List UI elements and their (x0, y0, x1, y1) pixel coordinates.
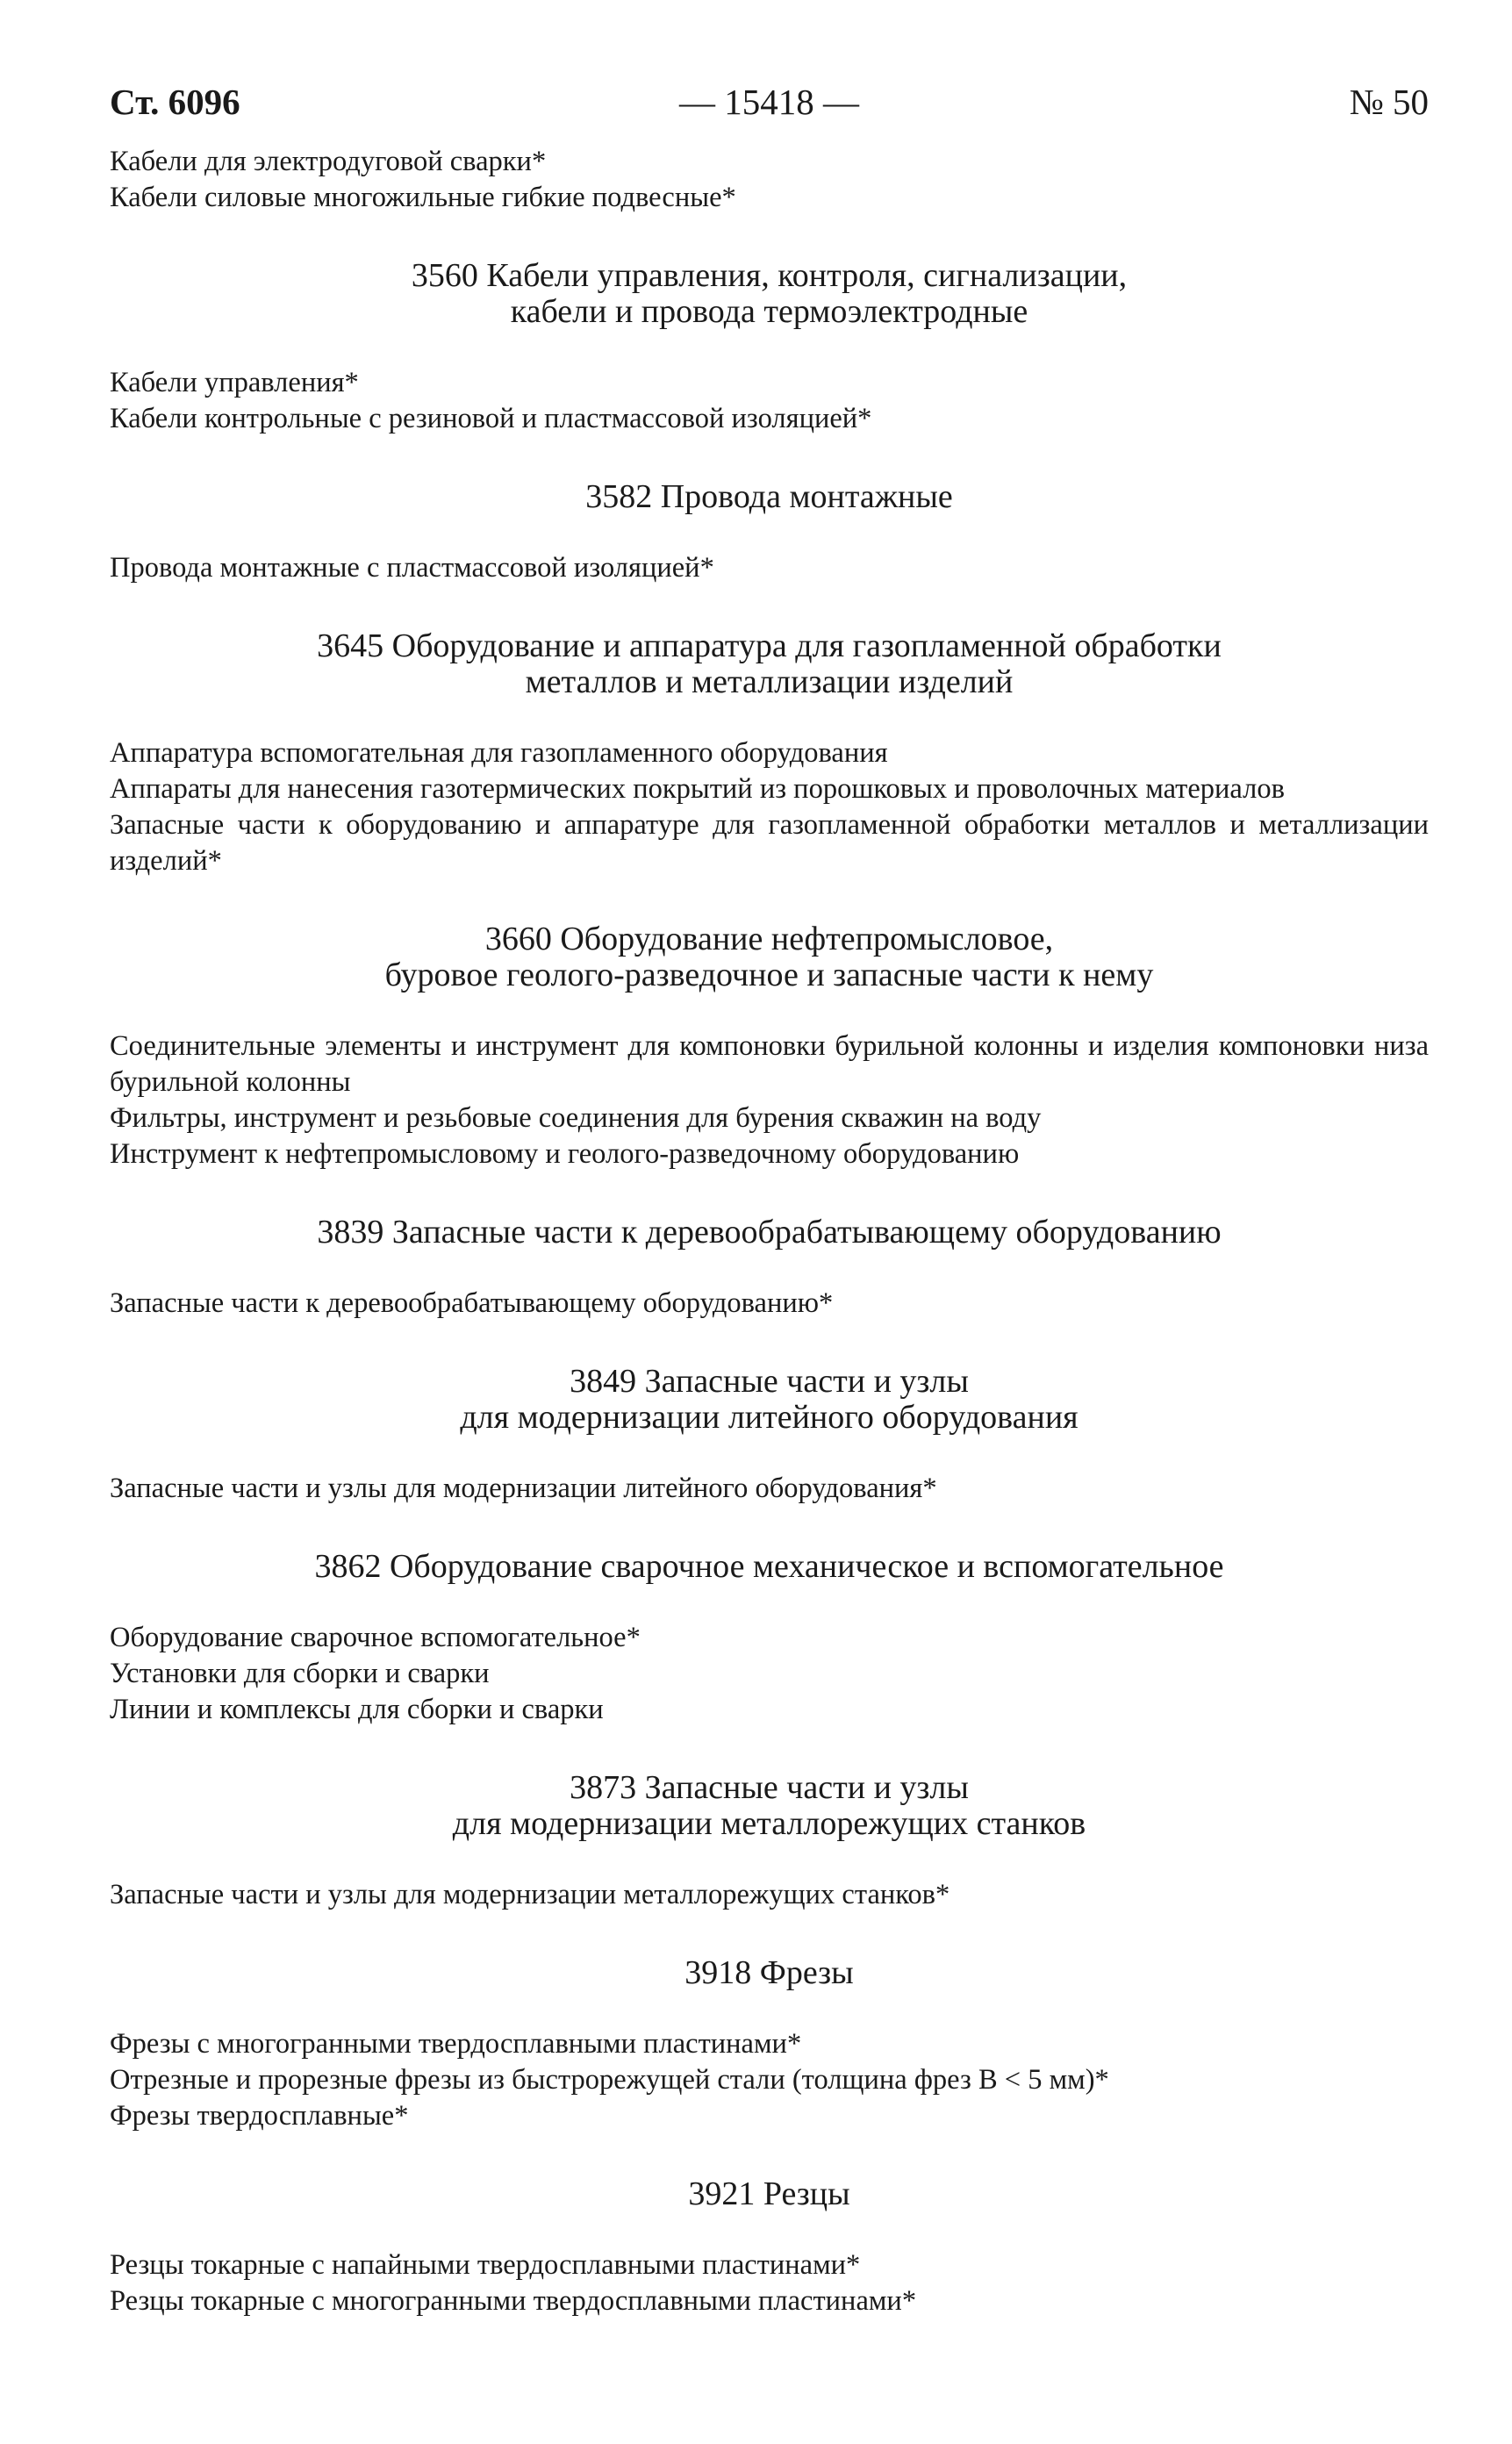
list-item: Запасные части к оборудованию и аппаратуре для газопламенной обработки металлов и металлизации изделий* (110, 809, 1429, 877)
section-title: 3660 Оборудование нефтепромысловое, буровое геолого-разведочное и запасные части к нему (384, 921, 1154, 993)
section-title: 3921 Резцы (688, 2175, 850, 2212)
page-header (110, 81, 1429, 132)
list-item: Соединительные элементы и инструмент для компоновки бурильной колонны и изделия компоновки низа бурильной колонны (110, 1030, 1429, 1098)
list-item: Аппаратура вспомогательная для газопламенного оборудования (110, 737, 888, 769)
list-item: Оборудование сварочное вспомогательное* (110, 1622, 641, 1653)
list-item: Линии и комплексы для сборки и сварки (110, 1694, 604, 1725)
section-3560 (110, 258, 1429, 437)
section-3918 (110, 1955, 1429, 2134)
section-3862 (110, 1549, 1429, 1728)
section-title: 3873 Запасные части и узлы для модернизации металлорежущих станков (452, 1769, 1086, 1842)
section-title: 3560 Кабели управления, контроля, сигнализации, кабели и провода термоэлектродные (411, 257, 1128, 330)
list-item: Запасные части и узлы для модернизации металлорежущих станков* (110, 1879, 950, 1910)
list-item: Кабели для электродуговой сварки* (110, 146, 547, 177)
section-3660 (110, 921, 1429, 1172)
list-item: Инструмент к нефтепромысловому и геолого-разведочному оборудованию (110, 1138, 1020, 1170)
intro-list (110, 144, 1429, 216)
list-item: Кабели контрольные с резиновой и пластмассовой изоляцией* (110, 403, 872, 434)
section-title: 3918 Фрезы (684, 1954, 854, 1991)
list-item: Фрезы с многогранными твердосплавными пластинами* (110, 2028, 802, 2060)
list-item: Фрезы твердосплавные* (110, 2100, 409, 2132)
page-number: — 15418 — (679, 82, 859, 122)
section-3839 (110, 1215, 1429, 1322)
page-article-number: Ст. 6096 (110, 82, 240, 122)
section-3849 (110, 1364, 1429, 1507)
section-3582 (110, 479, 1429, 586)
issue-number: № 50 (1349, 82, 1429, 122)
list-item: Резцы токарные с многогранными твердосплавными пластинами* (110, 2285, 917, 2317)
list-item: Запасные части к деревообрабатывающему оборудованию* (110, 1287, 834, 1319)
section-3873 (110, 1770, 1429, 1913)
section-3645 (110, 628, 1429, 879)
section-title: 3645 Оборудование и аппаратура для газопламенной обработки металлов и металлизации изделий (317, 627, 1222, 700)
list-item: Установки для сборки и сварки (110, 1658, 490, 1689)
list-item: Запасные части и узлы для модернизации литейного оборудования* (110, 1473, 937, 1504)
list-item: Аппараты для нанесения газотермических покрытий из порошковых и проволочных материалов (110, 773, 1285, 805)
section-title: 3862 Оборудование сварочное механическое и вспомогательное (314, 1548, 1224, 1585)
section-3921 (110, 2176, 1429, 2319)
list-item: Резцы токарные с напайными твердосплавными пластинами* (110, 2249, 861, 2281)
list-item: Фильтры, инструмент и резьбовые соединения для бурения скважин на воду (110, 1102, 1042, 1134)
list-item: Кабели силовые многожильные гибкие подвесные* (110, 182, 736, 213)
list-item: Кабели управления* (110, 367, 359, 398)
section-title: 3839 Запасные части к деревообрабатывающему оборудованию (317, 1214, 1222, 1251)
list-item: Отрезные и прорезные фрезы из быстрорежущей стали (толщина фрез В < 5 мм)* (110, 2064, 1109, 2096)
list-item: Провода монтажные с пластмассовой изоляцией* (110, 552, 714, 584)
section-title: 3849 Запасные части и узлы для модернизации литейного оборудования (460, 1363, 1078, 1436)
section-title: 3582 Провода монтажные (585, 478, 953, 515)
